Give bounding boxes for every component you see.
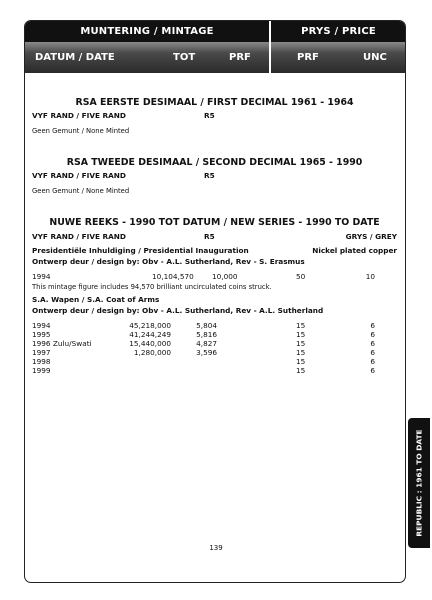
table-row (32, 366, 397, 375)
cell-year: 1999 (32, 366, 51, 375)
none-minted-note: Geen Gemunt / None Minted (32, 127, 130, 135)
page-number: 139 (209, 544, 223, 552)
cell-unc: 6 (370, 330, 375, 339)
cell-price-prf: 50 (296, 272, 306, 281)
cell-prf: 10,000 (212, 272, 238, 281)
cell-tot: 45,218,000 (129, 321, 171, 330)
cell-price-prf: 15 (296, 357, 306, 366)
col-header-price-prf: PRF (297, 52, 319, 63)
cell-year: 1994 (32, 272, 51, 281)
issue-metal: Nickel plated copper (312, 246, 397, 255)
header-columns-bar (25, 42, 405, 73)
header-mintage: MUNTERING / MINTAGE (80, 26, 214, 37)
issue-name: S.A. Wapen / S.A. Coat of Arms (32, 295, 160, 304)
page-content (32, 73, 397, 375)
cell-year: 1994 (32, 321, 51, 330)
section-title-new-series: NUWE REEKS - 1990 TOT DATUM / NEW SERIES - 1990 TO DATE (49, 217, 380, 228)
section-title-first-decimal: RSA EERSTE DESIMAAL / FIRST DECIMAL 1961 - 1964 (75, 97, 354, 108)
cell-tot: 10,104,570 (152, 272, 194, 281)
cell-year: 1995 (32, 330, 51, 339)
cell-price-prf: 15 (296, 330, 306, 339)
denomination-label: VYF RAND / FIVE RAND (32, 232, 126, 241)
cell-tot: 41,244,249 (129, 330, 171, 339)
issue-designer: Ontwerp deur / design by: Obv - A.L. Sutherland, Rev - S. Erasmus (32, 257, 305, 266)
cell-tot: 15,440,000 (129, 339, 171, 348)
cell-year: 1996 Zulu/Swati (32, 339, 92, 348)
cell-tot: 1,280,000 (133, 348, 171, 357)
colour-label: GRYS / GREY (345, 232, 397, 241)
cell-unc: 6 (370, 366, 375, 375)
denomination-row (32, 111, 397, 122)
denomination-code: R5 (204, 232, 215, 241)
header-top-bar (25, 21, 405, 42)
col-header-tot: TOT (173, 52, 196, 63)
cell-unc: 6 (370, 339, 375, 348)
cell-price-prf: 15 (296, 348, 306, 357)
cell-price-prf: 15 (296, 321, 306, 330)
cell-unc: 6 (370, 357, 375, 366)
none-minted-note: Geen Gemunt / None Minted (32, 187, 130, 195)
catalog-page-frame (24, 20, 406, 583)
cell-prf: 4,827 (196, 339, 217, 348)
header-price: PRYS / PRICE (301, 26, 376, 37)
header-divider (269, 21, 271, 73)
chapter-side-tab-label: REPUBLIC : 1961 TO DATE (414, 429, 424, 537)
issue-title-row (32, 246, 397, 256)
denomination-row (32, 232, 397, 243)
table-row (32, 330, 397, 339)
table-row (32, 339, 397, 348)
table-row (32, 357, 397, 366)
cell-year: 1998 (32, 357, 51, 366)
section-title-second-decimal: RSA TWEEDE DESIMAAL / SECOND DECIMAL 1965 - 1990 (66, 157, 363, 168)
cell-prf: 3,596 (196, 348, 217, 357)
denomination-label: VYF RAND / FIVE RAND (32, 111, 126, 120)
mintage-note: This mintage figure includes 94,570 brilliant uncirculated coins struck. (32, 283, 272, 291)
chapter-side-tab (408, 418, 430, 548)
table-row (32, 348, 397, 357)
cell-unc: 6 (370, 348, 375, 357)
cell-price-prf: 15 (296, 339, 306, 348)
denomination-label: VYF RAND / FIVE RAND (32, 171, 126, 180)
table-row (32, 321, 397, 330)
denomination-row (32, 171, 397, 182)
col-header-date: DATUM / DATE (35, 52, 115, 63)
denomination-code: R5 (204, 171, 215, 180)
table-row (32, 272, 397, 281)
cell-prf: 5,804 (196, 321, 217, 330)
cell-unc: 10 (365, 272, 375, 281)
issue-name: Presidentiële Inhuldiging / Presidential Inauguration (32, 246, 249, 255)
cell-prf: 5,816 (196, 330, 217, 339)
col-header-prf: PRF (229, 52, 251, 63)
denomination-code: R5 (204, 111, 215, 120)
cell-price-prf: 15 (296, 366, 306, 375)
col-header-unc: UNC (363, 52, 387, 63)
issue-designer: Ontwerp deur / design by: Obv - A.L. Sutherland, Rev - A.L. Sutherland (32, 306, 324, 315)
cell-unc: 6 (370, 321, 375, 330)
cell-year: 1997 (32, 348, 51, 357)
